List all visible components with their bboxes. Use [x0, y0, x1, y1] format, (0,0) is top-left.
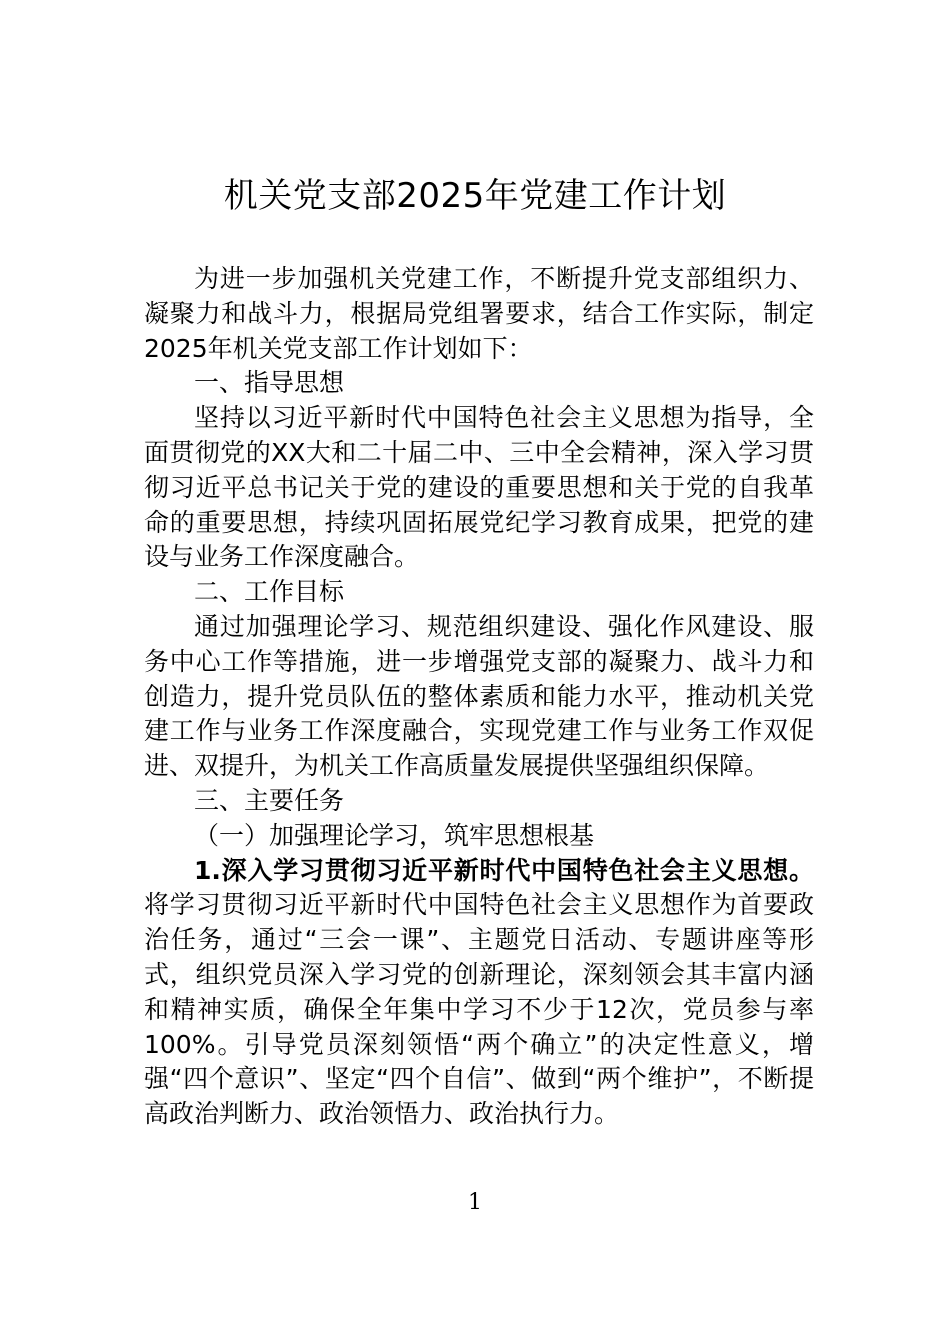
subsection-heading-theory-study: （一）加强理论学习，筑牢思想根基 [194, 820, 595, 850]
section-heading-guiding-ideology: 一、指导思想 [194, 368, 345, 398]
work-goals-paragraph: 通过加强理论学习、规范组织建设、强化作风建设、服务中心工作等措施，进一步增强党支部的凝聚力、战斗力和创造力，提升党员队伍的整体素质和能力水平，推动机关党建工作与业务工作深度融合，实现党建工作与业务工作双促进、双提升，为机关工作高质量发展提供坚强组织保障。 [144, 611, 814, 781]
section-heading-work-goals: 二、工作目标 [194, 577, 345, 607]
intro-paragraph: 为进一步加强机关党建工作，不断提升党支部组织力、凝聚力和战斗力，根据局党组署要求，结合工作实际，制定2025年机关党支部工作计划如下： [144, 264, 814, 363]
item-1-heading: 1.深入学习贯彻习近平新时代中国特色社会主义思想。 [194, 855, 814, 885]
item-1-paragraph [144, 854, 814, 1132]
document-title: 机关党支部2025年党建工作计划 [223, 176, 727, 216]
item-1-body: 将学习贯彻习近平新时代中国特色社会主义思想作为首要政治任务，通过“三会一课”、主题党日活动、专题讲座等形式，组织党员深入学习党的创新理论，深刻领会其丰富内涵和精神实质，确保全年集中学习不少于12次，党员参与率100%。引导党员深刻领悟“两个确立”的决定性意义，增强“四个意识”、坚定“四个自信”、做到“两个维护”，不断提高政治判断力、政治领悟力、政治执行力。 [144, 890, 814, 1129]
document-body [144, 262, 814, 1132]
guiding-ideology-paragraph: 坚持以习近平新时代中国特色社会主义思想为指导，全面贯彻党的XX大和二十届二中、三中全会精神，深入学习贯彻习近平总书记关于党的建设的重要思想和关于党的自我革命的重要思想，持续巩固拓展党纪学习教育成果，把党的建设与业务工作深度融合。 [144, 403, 814, 572]
page-number: 1 [468, 1190, 482, 1215]
section-heading-main-tasks: 三、主要任务 [194, 785, 345, 815]
